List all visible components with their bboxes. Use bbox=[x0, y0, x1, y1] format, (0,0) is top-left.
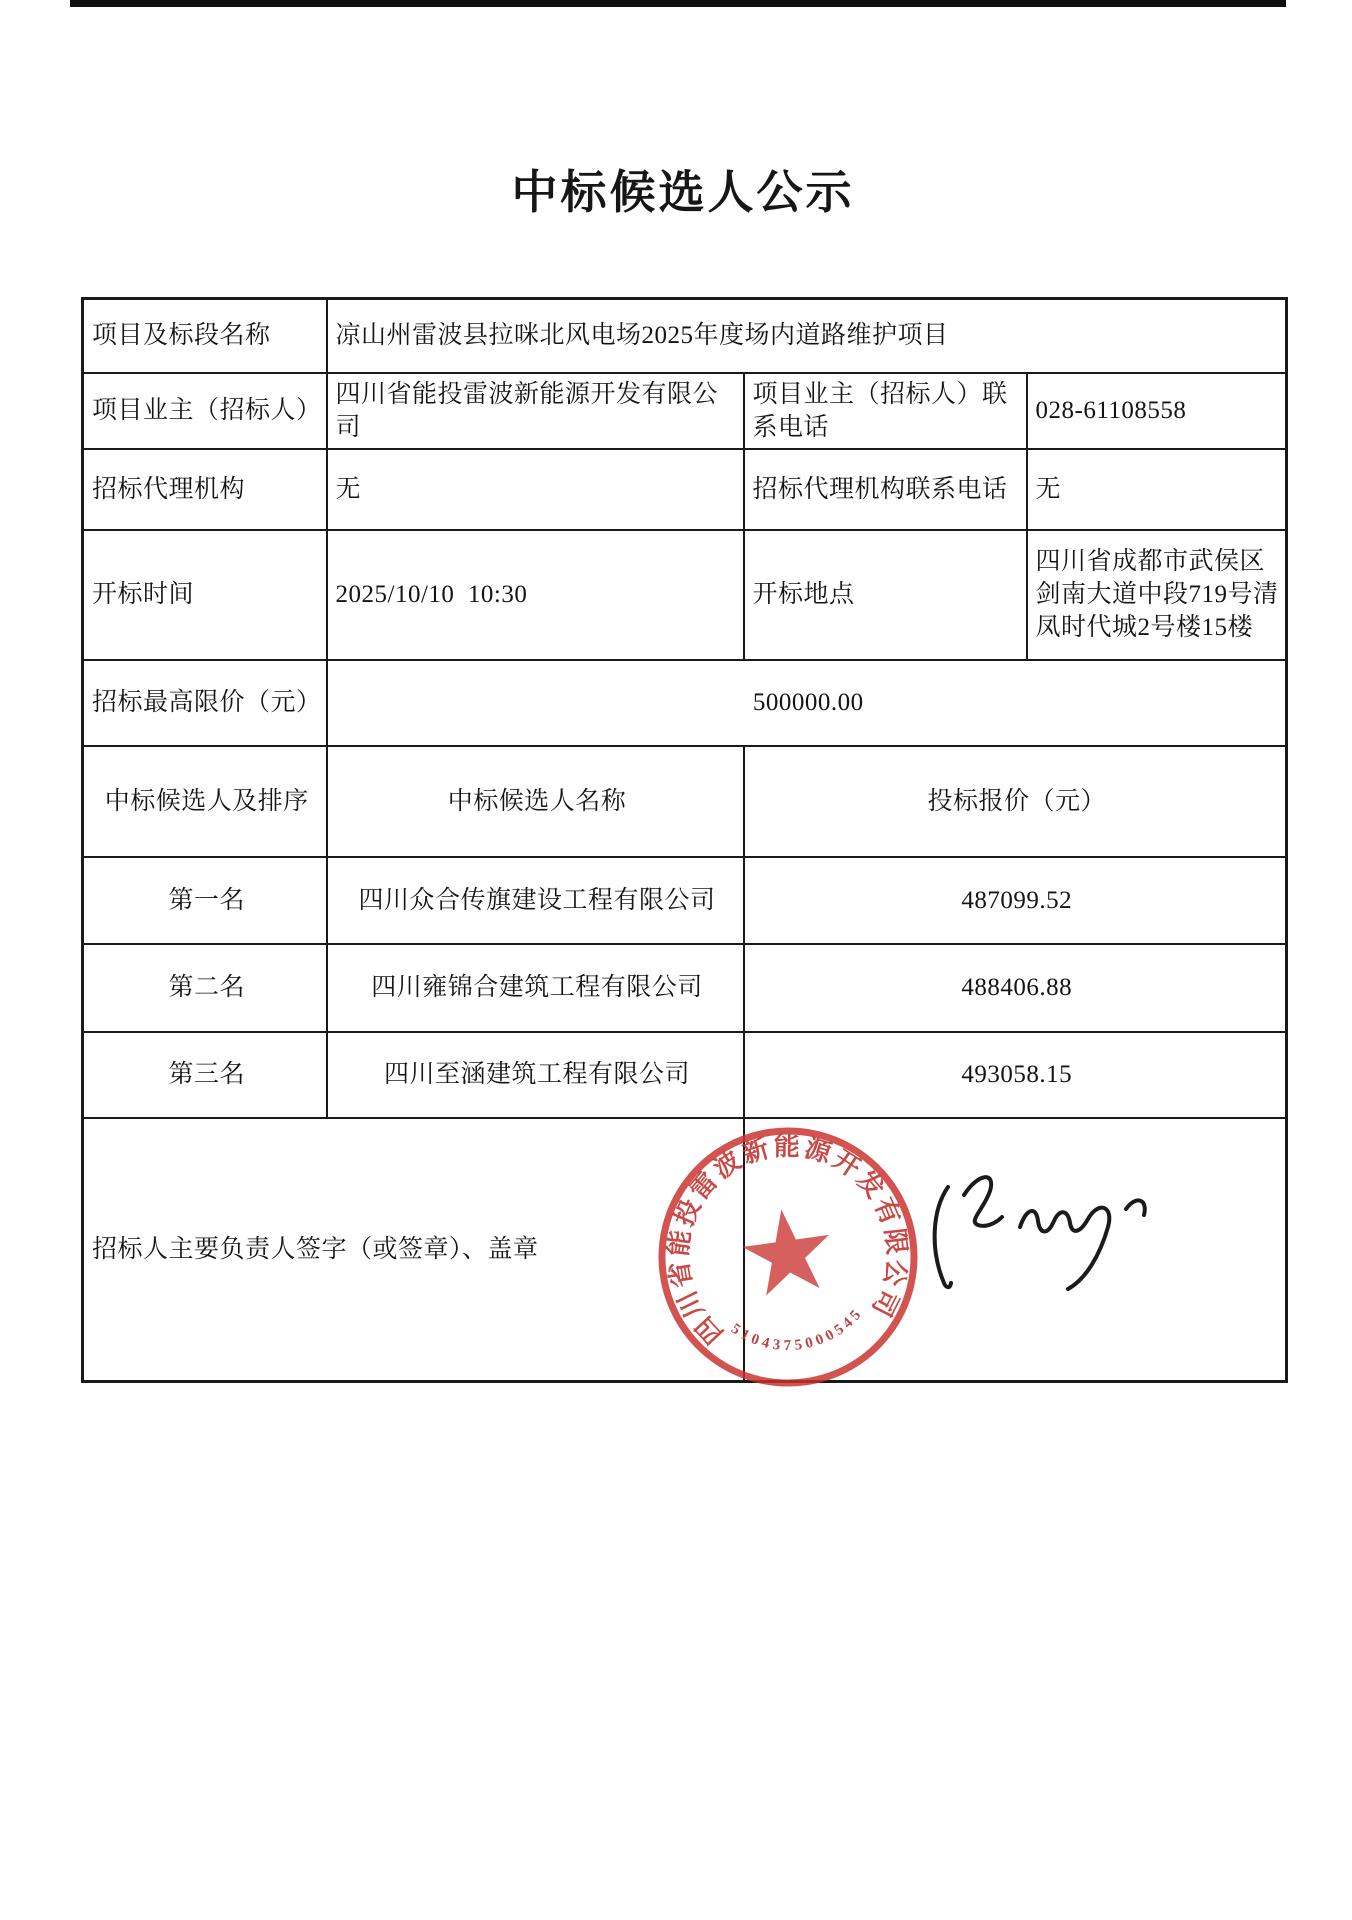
candidate-price: 487099.52 bbox=[744, 857, 1287, 944]
bid-opening-place-value: 四川省成都市武侯区剑南大道中段719号清凤时代城2号楼15楼 bbox=[1027, 530, 1287, 660]
price-header: 投标报价（元） bbox=[744, 746, 1287, 857]
row-owner bbox=[83, 373, 1287, 449]
agency-value: 无 bbox=[327, 449, 744, 530]
candidate-rank: 第一名 bbox=[83, 857, 327, 944]
candidate-row-3 bbox=[83, 1032, 1287, 1118]
max-price-label: 招标最高限价（元） bbox=[83, 660, 327, 746]
scan-artifact-bar bbox=[70, 0, 1286, 7]
name-header: 中标候选人名称 bbox=[327, 746, 744, 857]
agency-phone-value: 无 bbox=[1027, 449, 1287, 530]
candidate-row-1 bbox=[83, 857, 1287, 944]
owner-phone-label: 项目业主（招标人）联系电话 bbox=[744, 373, 1027, 449]
rank-header: 中标候选人及排序 bbox=[83, 746, 327, 857]
candidate-name: 四川至涵建筑工程有限公司 bbox=[327, 1032, 744, 1118]
owner-value: 四川省能投雷波新能源开发有限公司 bbox=[327, 373, 744, 449]
agency-label: 招标代理机构 bbox=[83, 449, 327, 530]
owner-label: 项目业主（招标人） bbox=[83, 373, 327, 449]
owner-phone-value: 028-61108558 bbox=[1027, 373, 1287, 449]
seal-company-text: 四川省能投雷波新能源开发有限公司 bbox=[663, 1131, 912, 1350]
agency-phone-label: 招标代理机构联系电话 bbox=[744, 449, 1027, 530]
candidate-name: 四川众合传旗建设工程有限公司 bbox=[327, 857, 744, 944]
candidate-price: 488406.88 bbox=[744, 944, 1287, 1032]
row-max-price bbox=[83, 660, 1287, 746]
project-section-name-label: 项目及标段名称 bbox=[83, 299, 327, 373]
bid-opening-time-label: 开标时间 bbox=[83, 530, 327, 660]
candidate-rank: 第三名 bbox=[83, 1032, 327, 1118]
seal-and-signature-cell bbox=[744, 1118, 1287, 1382]
candidate-row-2 bbox=[83, 944, 1287, 1032]
page-title: 中标候选人公示 bbox=[511, 166, 855, 218]
row-signature bbox=[83, 1118, 1287, 1382]
row-candidates-header bbox=[83, 746, 1287, 857]
candidate-price: 493058.15 bbox=[744, 1032, 1287, 1118]
row-project bbox=[83, 299, 1287, 373]
seal-serial-text: 5104375000545 bbox=[728, 1304, 867, 1355]
bid-opening-time-value: 2025/10/10 10:30 bbox=[327, 530, 744, 660]
bid-opening-place-label: 开标地点 bbox=[744, 530, 1027, 660]
candidate-rank: 第二名 bbox=[83, 944, 327, 1032]
max-price-value: 500000.00 bbox=[327, 660, 1287, 746]
row-bid-opening bbox=[83, 530, 1287, 660]
row-agency bbox=[83, 449, 1287, 530]
announcement-table bbox=[81, 297, 1288, 1383]
signature-label: 招标人主要负责人签字（或签章）、盖章 bbox=[83, 1118, 744, 1382]
candidate-name: 四川雍锦合建筑工程有限公司 bbox=[327, 944, 744, 1032]
project-section-name-value: 凉山州雷波县拉咪北风电场2025年度场内道路维护项目 bbox=[327, 299, 1287, 373]
